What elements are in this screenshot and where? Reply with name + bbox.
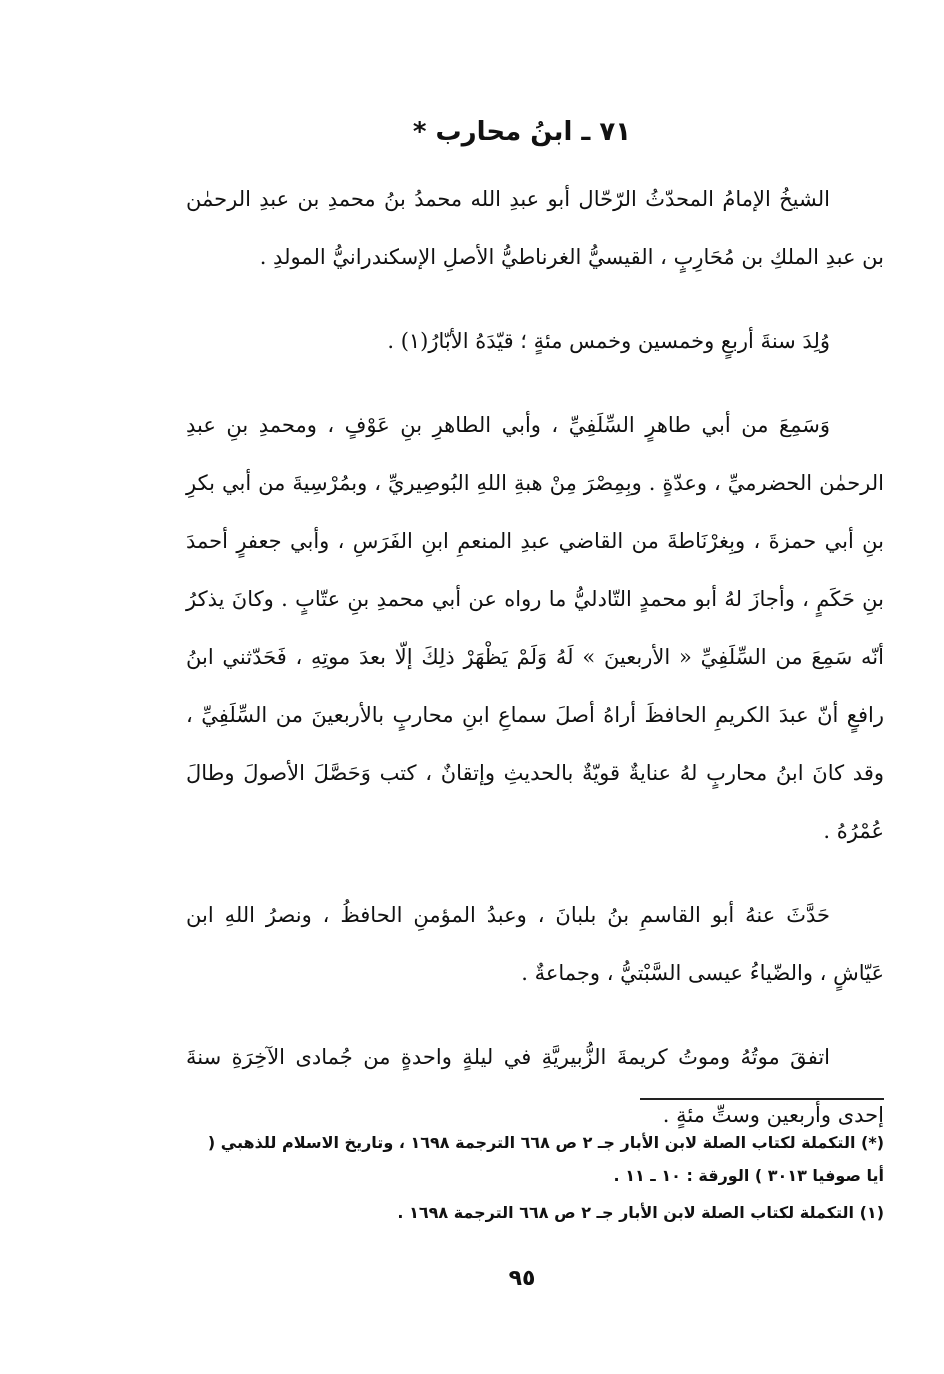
footnotes <box>188 1126 884 1233</box>
paragraph-name-lineage: الشيخُ الإمامُ المحدّثُ الرّحّال أبو عبدِ الله محمدُ بنُ محمدِ بن عبدِ الرحمٰن بن عبدِ الملكِ بن مُحَارِبٍ ، القيسيُّ الغرناطيُّ الأصلِ الإسكندرانيُّ المولدِ . <box>186 187 884 269</box>
paragraph-teachers: وَسَمِعَ من أبي طاهرٍ السِّلَفِيِّ ، وأبي الطاهرِ بنِ عَوْفٍ ، ومحمدِ بنِ عبدِ الرحمٰن الحضرميِّ ، وعدّةٍ . وبِمِصْرَ مِنْ هبةِ اللهِ البُوصِيريِّ ، وبمُرْسِيةَ من أبي بكرِ بنِ أبي حمزةَ ، وبِغرْنَاطةَ من القاضي عبدِ المنعمِ ابنِ الفَرَسِ ، وأبي جعفرٍ أحمدَ بنِ حَكَمٍ ، وأجازَ لهُ أبو محمدٍ التّادليُّ ما رواه عن أبي محمدِ بنِ عتّابٍ . وكانَ يذكرُ أنّه سَمِعَ من السِّلَفِيِّ « الأربعينَ » لَهُ وَلَمْ يَظْهَرْ ذلِكَ إلّا بعدَ موتِهِ ، فَحَدّثني ابنُ رافعٍ أنّ عبدَ الكريمِ الحافظَ أراهُ أصلَ سماعِ ابنِ محاربٍ بالأربعينَ من السِّلَفِيِّ ، وقد كانَ ابنُ محاربٍ لهُ عنايةٌ قويّةٌ بالحديثِ وإتقانٌ ، كتب وَحَصَّلَ الأصولَ وطالَ عُمْرُهُ . <box>186 413 884 843</box>
footnote-source: (*) التكملة لكتاب الصلة لابن الأبار جـ ٢ ص ٦٦٨ الترجمة ١٦٩٨ ، وتاريخ الاسلام للذهبي ( أيا صوفيا ٣٠١٣ ) الورقة : ١٠ ـ ١١ . <box>207 1133 884 1185</box>
paragraph-students: حَدَّثَ عنهُ أبو القاسمِ بنُ بلبانَ ، وعبدُ المؤمنِ الحافظُ ، ونصرُ اللهِ ابن عَيّاشٍ ، والضّياءُ عيسى السَّبْتيُّ ، وجماعةٌ . <box>186 903 884 985</box>
entry-title: ٧١ ـ ابنُ محارب * <box>412 117 632 147</box>
page-number: ٩٥ <box>508 1266 536 1291</box>
footnote-1: (١) التكملة لكتاب الصلة لابن الأبار جـ ٢ ص ٦٦٨ الترجمة ١٦٩٨ . <box>397 1203 884 1222</box>
entry-body <box>186 170 884 1170</box>
paragraph-death: اتفقَ موتُهُ وموتُ كريمةَ الزُّبيريَّةِ في ليلةٍ واحدةٍ من جُمادى الآخِرَةِ سنةَ إحدى وأربعين وستِّ مئةٍ . <box>186 1045 884 1127</box>
footnote-divider <box>640 1098 884 1100</box>
paragraph-birth: وُلِدَ سنةَ أربعٍ وخمسين وخمس مئةٍ ؛ قيّدَهُ الأبّارُ(١) . <box>387 329 830 353</box>
